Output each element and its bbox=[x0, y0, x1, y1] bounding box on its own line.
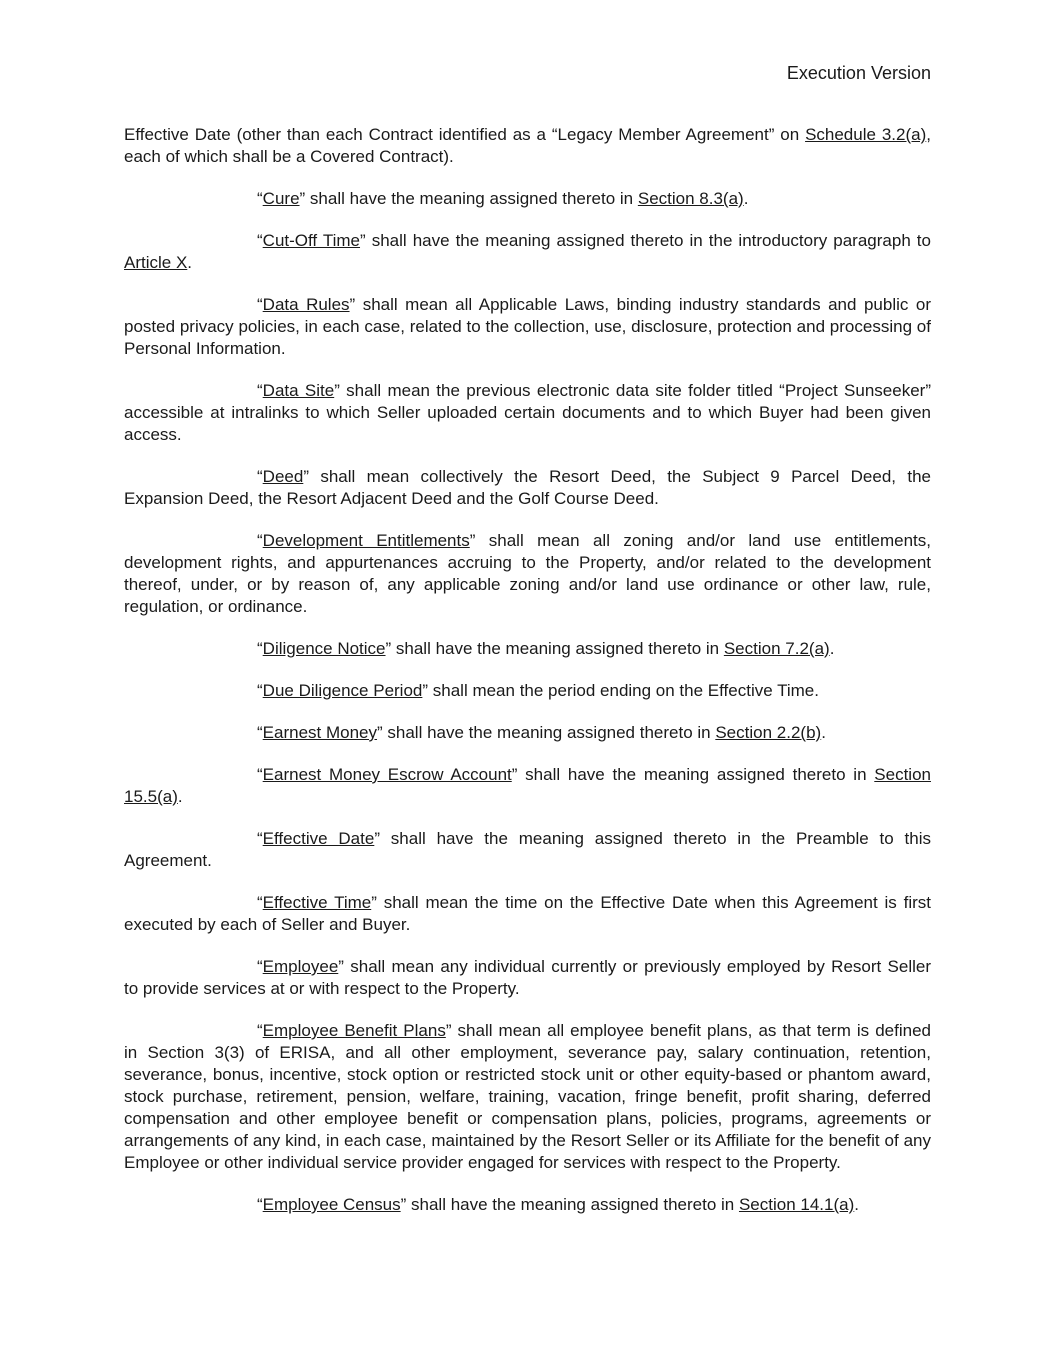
definition-paragraph bbox=[124, 638, 931, 660]
document-body bbox=[124, 124, 931, 1236]
defined-term: Section 2.2(b) bbox=[715, 723, 822, 742]
defined-term: Data Site bbox=[262, 381, 335, 400]
paragraph-text: ” shall mean all employee benefit plans, as that term is defined in Section 3(3) of ERISA, and all other employment, severance pay, salary continuation, retention, severance, bonus, incentive, stock option or restricted stock unit or other equity-based or phantom award, stock purchase, retirement, pension, welfare, training, vacation, fringe benefit, profit sharing, deferred compensation and other employee benefit or compensation plans, policies, programs, agreements or arrangements of any kind, in each case, maintained by the Resort Seller or its Affiliate for the benefit of any Employee or other individual service provider engaged for services with respect to the Property. bbox=[124, 1021, 931, 1172]
paragraph-text: “ bbox=[257, 189, 263, 208]
defined-term: Deed bbox=[262, 467, 304, 486]
definition-paragraph bbox=[124, 764, 931, 808]
paragraph-text: . bbox=[743, 189, 749, 208]
definition-paragraph bbox=[124, 530, 931, 618]
definition-paragraph bbox=[124, 188, 931, 210]
paragraph-text: ” shall mean the period ending on the Effective Time. bbox=[422, 681, 819, 700]
definition-paragraph bbox=[124, 1020, 931, 1174]
defined-term: Section 15.5(a) bbox=[124, 765, 931, 806]
definition-paragraph bbox=[124, 124, 931, 168]
paragraph-text: “ bbox=[257, 531, 263, 550]
defined-term: Earnest Money bbox=[262, 723, 378, 742]
defined-term: Cure bbox=[262, 189, 300, 208]
defined-term: Cut-Off Time bbox=[262, 231, 361, 250]
paragraph-text: , each of which shall be a Covered Contract). bbox=[124, 125, 931, 166]
paragraph-text: ” shall have the meaning assigned thereto in bbox=[299, 189, 638, 208]
defined-term: Effective Date bbox=[262, 829, 375, 848]
defined-term: Article X bbox=[124, 253, 188, 272]
defined-term: Earnest Money Escrow Account bbox=[262, 765, 512, 784]
paragraph-text: . bbox=[829, 639, 835, 658]
definition-paragraph bbox=[124, 230, 931, 274]
paragraph-text: ” shall have the meaning assigned thereto in the introductory paragraph to bbox=[360, 231, 931, 250]
paragraph-text: ” shall mean all zoning and/or land use entitlements, development rights, and appurtenances accruing to the Property, and/or related to the development thereof, under, or by reason of, any applicable zoning and/or land use ordinance or other law, rule, regulation, or ordinance. bbox=[124, 531, 932, 616]
paragraph-text: “ bbox=[257, 829, 263, 848]
paragraph-text: ” shall have the meaning assigned thereto in bbox=[511, 765, 875, 784]
paragraph-text: “ bbox=[257, 893, 263, 912]
paragraph-text: . bbox=[854, 1195, 859, 1214]
paragraph-text: “ bbox=[257, 957, 263, 976]
paragraph-text: “ bbox=[257, 231, 263, 250]
definition-paragraph bbox=[124, 466, 931, 510]
document-header: Execution Version bbox=[786, 63, 931, 83]
defined-term: Schedule 3.2(a) bbox=[805, 125, 927, 144]
defined-term: Due Diligence Period bbox=[262, 681, 423, 700]
defined-term: Employee bbox=[262, 957, 339, 976]
defined-term: Employee Benefit Plans bbox=[262, 1021, 446, 1040]
paragraph-text: ” shall mean the previous electronic data site folder titled “Project Sunseeker” accessible at intralinks to which Seller uploaded certain documents and to which Buyer had been given access. bbox=[124, 381, 931, 444]
paragraph-text: “ bbox=[257, 1021, 263, 1040]
paragraph-text: ” shall have the meaning assigned thereto in bbox=[385, 639, 724, 658]
defined-term: Data Rules bbox=[262, 295, 350, 314]
defined-term: Diligence Notice bbox=[262, 639, 386, 658]
paragraph-text: . bbox=[177, 787, 183, 806]
definition-paragraph bbox=[124, 722, 931, 744]
defined-term: Section 14.1(a) bbox=[738, 1195, 855, 1214]
definition-paragraph bbox=[124, 294, 931, 360]
paragraph-text: . bbox=[821, 723, 826, 742]
definition-paragraph bbox=[124, 956, 931, 1000]
defined-term: Section 8.3(a) bbox=[637, 189, 744, 208]
paragraph-text: “ bbox=[257, 1195, 263, 1214]
paragraph-text: “ bbox=[257, 295, 263, 314]
definition-paragraph bbox=[124, 1194, 931, 1216]
paragraph-text: “ bbox=[257, 765, 263, 784]
paragraph-text: “ bbox=[257, 723, 263, 742]
paragraph-text: ” shall mean collectively the Resort Deed, the Subject 9 Parcel Deed, the Expansion Deed, the Resort Adjacent Deed and the Golf Course Deed. bbox=[124, 467, 931, 508]
paragraph-text: “ bbox=[257, 381, 263, 400]
defined-term: Section 7.2(a) bbox=[723, 639, 830, 658]
paragraph-text: . bbox=[187, 253, 193, 272]
paragraph-text: ” shall have the meaning assigned thereto in bbox=[400, 1195, 739, 1214]
definition-paragraph bbox=[124, 680, 931, 702]
paragraph-text: ” shall mean all Applicable Laws, binding industry standards and public or posted privacy policies, in each case, related to the collection, use, disclosure, protection and processing of Personal Information. bbox=[124, 295, 931, 358]
paragraph-text: ” shall have the meaning assigned thereto in the Preamble to this Agreement. bbox=[124, 829, 932, 870]
paragraph-text: Effective Date (other than each Contract identified as a “Legacy Member Agreement” on bbox=[124, 125, 806, 144]
paragraph-text: ” shall mean any individual currently or previously employed by Resort Seller to provide services at or with respect to the Property. bbox=[124, 957, 931, 998]
paragraph-text: “ bbox=[257, 467, 263, 486]
definition-paragraph bbox=[124, 828, 931, 872]
defined-term: Development Entitlements bbox=[262, 531, 470, 550]
paragraph-text: “ bbox=[257, 681, 263, 700]
paragraph-text: ” shall have the meaning assigned thereto in bbox=[377, 723, 716, 742]
definition-paragraph bbox=[124, 892, 931, 936]
defined-term: Employee Census bbox=[262, 1195, 401, 1214]
defined-term: Effective Time bbox=[262, 893, 372, 912]
paragraph-text: “ bbox=[257, 639, 263, 658]
paragraph-text: ” shall mean the time on the Effective Date when this Agreement is first executed by each of Seller and Buyer. bbox=[124, 893, 931, 934]
definition-paragraph bbox=[124, 380, 931, 446]
